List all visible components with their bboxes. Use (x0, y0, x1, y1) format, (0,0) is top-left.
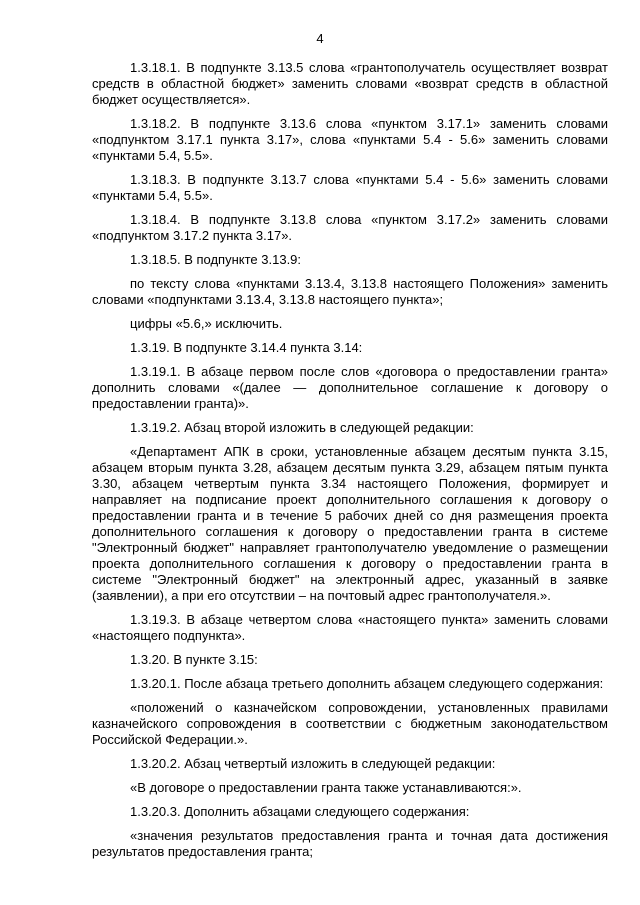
paragraph-1-3-20-3: 1.3.20.3. Дополнить абзацами следующего содержания: (130, 804, 470, 819)
paragraph-1-3-18-1: 1.3.18.1. В подпункте 3.13.5 слова «грантополучатель осуществляет возврат средств в областной бюджет» заменить словами «возврат средств в областной бюджет осуществляется». (92, 60, 608, 107)
paragraph-1-3-18-3: 1.3.18.3. В подпункте 3.13.7 слова «пунктами 5.4 - 5.6» заменить словами «пунктами 5.4, 5.5». (92, 172, 608, 203)
paragraph-quoted-treasury: «положений о казначейском сопровождении, установленных правилами казначейского сопровождения в соответствии с бюджетным законодательством Российской Федерации.». (92, 700, 608, 747)
paragraph-1-3-20-1: 1.3.20.1. После абзаца третьего дополнить абзацем следующего содержания: (130, 676, 604, 691)
paragraph-1-3-20-2: 1.3.20.2. Абзац четвертый изложить в следующей редакции: (130, 756, 496, 771)
paragraph-1-3-19-3: 1.3.19.3. В абзаце четвертом слова «настоящего пункта» заменить словами «настоящего подпункта». (92, 612, 608, 643)
paragraph-quoted-results: «значения результатов предоставления гранта и точная дата достижения результатов предоставления гранта; (92, 828, 608, 859)
paragraph-1-3-19-2: 1.3.19.2. Абзац второй изложить в следующей редакции: (130, 420, 474, 435)
paragraph-quoted-contract: «В договоре о предоставлении гранта также устанавливаются:». (130, 780, 522, 795)
paragraph-1-3-19: 1.3.19. В подпункте 3.14.4 пункта 3.14: (130, 340, 363, 355)
paragraph-quoted-apk: «Департамент АПК в сроки, установленные абзацем десятым пункта 3.15, абзацем вторым пункта 3.28, абзацем десятым пункта 3.29, абзацем пятым пункта 3.30, абзацем четвертым пункта 3.34 настоящего Положения, формирует и направляет на подписание проект дополнительного соглашения к договору о предоставлении гранта и в течение 5 рабочих дней со дня размещения проекта дополнительного соглашения к договору о предоставлении гранта в системе "Электронный бюджет" направляет грантополучателю уведомление о размещении проекта дополнительного соглашения к договору о предоставлении гранта в системе "Электронный бюджет" на электронный адрес, указанный в заявке (заявлении), а при его отсутствии – на почтовый адрес грантополучателя.». (92, 444, 608, 603)
paragraph-1-3-18-5: 1.3.18.5. В подпункте 3.13.9: (130, 252, 302, 267)
paragraph-1-3-19-1: 1.3.19.1. В абзаце первом после слов «договора о предоставлении гранта» дополнить словами «(далее — дополнительное соглашение к договору о предоставлении гранта)». (92, 364, 608, 411)
paragraph-1-3-18-2: 1.3.18.2. В подпункте 3.13.6 слова «пунктом 3.17.1» заменить словами «подпунктом 3.17.1 пункта 3.17», слова «пунктами 5.4 - 5.6» заменить словами «пунктами 5.4, 5.5». (92, 116, 608, 163)
paragraph-1-3-18-4: 1.3.18.4. В подпункте 3.13.8 слова «пунктом 3.17.2» заменить словами «подпунктом 3.17.2 пункта 3.17». (92, 212, 608, 243)
paragraph-1-3-20: 1.3.20. В пункте 3.15: (130, 652, 258, 667)
document-body (92, 60, 608, 868)
page-number: 4 (316, 31, 324, 46)
paragraph-replace-text: по тексту слова «пунктами 3.13.4, 3.13.8 настоящего Положения» заменить словами «подпунктами 3.13.4, 3.13.8 настоящего пункта»; (92, 276, 608, 307)
paragraph-remove-digits: цифры «5.6,» исключить. (130, 316, 283, 331)
